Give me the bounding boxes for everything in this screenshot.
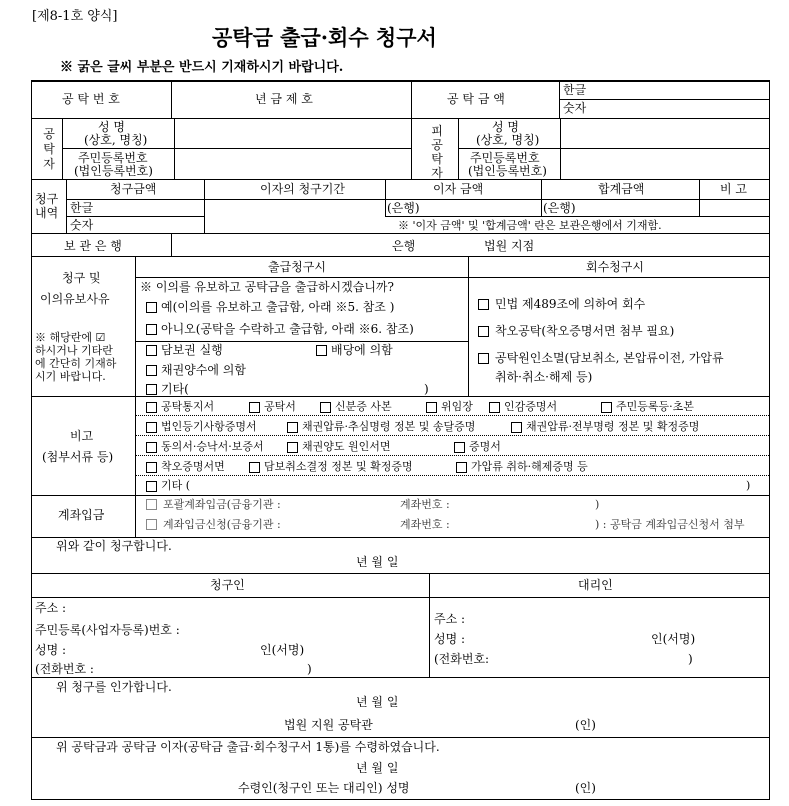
deposit-number-label: 공 탁 번 호 [62, 92, 120, 106]
claimant-rrn-label: 주민등록(사업자등록)번호 : [35, 623, 180, 637]
custodian-court-branch: 법원 지점 [484, 239, 535, 253]
cause-extinct-label-2: 취하·취소·해제 등) [495, 370, 593, 384]
depositor-name-label: 성 명 [98, 120, 125, 134]
recover-header: 회수청구시 [586, 260, 644, 274]
objection-question: ※ 이의를 유보하고 공탁금을 출급하시겠습니까? [140, 280, 394, 294]
assignment-checkbox[interactable] [146, 365, 157, 376]
account-request-label: 계좌입금신청(금융기관 : [163, 518, 281, 531]
note-header: 비 고 [720, 182, 747, 196]
doc-checkbox[interactable] [287, 422, 298, 433]
security-label: 담보권 실행 [161, 343, 223, 357]
doc-label: 신분증 사본 [335, 400, 392, 413]
interest-amount-header: 이자 금액 [433, 182, 484, 196]
claim-amount-header: 청구금액 [110, 182, 157, 196]
frame-top [31, 80, 770, 82]
doc-checkbox[interactable] [426, 402, 437, 413]
other-reason-checkbox[interactable] [146, 384, 157, 395]
depositor-rrn-label: 주민등록번호 [78, 151, 148, 165]
custodian-bank-label: 보 관 은 행 [64, 239, 122, 253]
lump-account-checkbox[interactable] [146, 499, 157, 510]
reason-note-2: 하시거나 기타란 [35, 344, 113, 357]
doc-label: 위임장 [441, 400, 473, 413]
reason-label-line1: 청구 및 [62, 271, 101, 285]
receipt-statement: 위 공탁금과 공탁금 이자(공탁금 출급·회수청구서 1통)를 수령하였습니다. [56, 740, 440, 754]
other-reason-label: 기타( [161, 382, 189, 396]
doc-checkbox[interactable] [146, 422, 157, 433]
amount-number-label: 숫자 [563, 101, 587, 115]
doc-checkbox[interactable] [146, 402, 157, 413]
doc-checkbox[interactable] [601, 402, 612, 413]
doc-label: 채권압류·추심명령 정본 및 송달증명 [302, 420, 476, 433]
frame-right [769, 80, 770, 800]
depositee-rrn-label: 주민등록번호 [470, 151, 540, 165]
total-amount-header: 합계금액 [598, 182, 645, 196]
doc-label: 동의서·승낙서·보증서 [161, 440, 264, 453]
reason-note-3: 에 간단히 기재하 [35, 357, 117, 370]
doc-checkbox[interactable] [320, 402, 331, 413]
doc-label: 담보취소결정 정본 및 확정증명 [264, 460, 413, 473]
request-date: 년 월 일 [356, 555, 399, 569]
depositee-name-sub: (상호, 명칭) [476, 133, 540, 147]
agent-phone-close: ) [688, 652, 693, 666]
doc-checkbox[interactable] [146, 442, 157, 453]
approval-date: 년 월 일 [356, 695, 399, 709]
depositor-name-sub: (상호, 명칭) [84, 133, 148, 147]
interest-bank-label: (은행) [387, 201, 420, 215]
agent-name-label: 성명 : [434, 632, 466, 646]
claimant-phone-label: (전화번호 : [35, 662, 94, 676]
receipt-date: 년 월 일 [356, 761, 399, 775]
claim-details-label: 청구내역 [35, 192, 59, 220]
doc-label: 주민등록등·초본 [616, 400, 694, 413]
depositee-name-label: 성 명 [492, 120, 519, 134]
claim-number-label: 숫자 [70, 218, 94, 232]
receipt-signer: 수령인(청구인 또는 대리인) 성명 [238, 781, 410, 795]
total-bank-label: (은행) [543, 201, 576, 215]
doc-other-checkbox[interactable] [146, 481, 157, 492]
interest-period-header: 이자의 청구기간 [260, 182, 345, 196]
doc-label: 채권양도 원인서면 [302, 440, 391, 453]
agent-seal[interactable]: 인(서명) [651, 632, 696, 646]
request-statement: 위와 같이 청구합니다. [56, 539, 172, 553]
claimant-phone-close: ) [307, 662, 312, 676]
withdraw-header: 출급청구시 [268, 260, 326, 274]
claim-hangul-label: 한글 [70, 201, 94, 215]
amount-hangul-label: 한글 [563, 83, 587, 97]
doc-label: 법인등기사항증명서 [161, 420, 257, 433]
doc-checkbox[interactable] [287, 442, 298, 453]
reason-note-1: ※ 해당란에 ☑ [35, 331, 106, 344]
doc-label: 공탁통지서 [161, 400, 215, 413]
doc-label: 공탁서 [264, 400, 296, 413]
doc-checkbox[interactable] [454, 442, 465, 453]
mistake-checkbox[interactable] [478, 326, 489, 337]
claimant-name-label: 성명 : [35, 643, 67, 657]
doc-label: 증명서 [469, 440, 501, 453]
assignment-label: 채권양수에 의함 [161, 363, 246, 377]
frame-left [31, 80, 32, 800]
reason-note-4: 시기 바랍니다. [35, 370, 106, 383]
distribution-checkbox[interactable] [316, 345, 327, 356]
frame-bottom [31, 799, 770, 800]
yes-label: 예(이의를 유보하고 출급함, 아래 ※5. 참조 ) [161, 300, 395, 314]
yes-checkbox[interactable] [146, 302, 157, 313]
reason-label-line2: 이의유보사유 [40, 292, 110, 306]
claimant-header: 청구인 [210, 578, 245, 592]
form-number: [제8-1호 양식] [32, 9, 118, 24]
doc-checkbox[interactable] [511, 422, 522, 433]
no-checkbox[interactable] [146, 324, 157, 335]
doc-label: 채권압류·전부명령 정본 및 확정증명 [526, 420, 700, 433]
depositee-label: 피공탁자 [431, 124, 443, 180]
doc-checkbox[interactable] [456, 462, 467, 473]
civil-law-checkbox[interactable] [478, 299, 489, 310]
approval-seal: (인) [575, 718, 596, 732]
account-label: 계좌입금 [58, 508, 105, 522]
account-request-number-label: 계좌번호 : [400, 518, 450, 531]
claimant-seal[interactable]: 인(서명) [260, 643, 305, 657]
approval-court: 법원 지원 공탁관 [284, 718, 373, 732]
mistake-label: 착오공탁(착오증명서면 첨부 필요) [495, 324, 675, 338]
receipt-seal: (인) [575, 781, 596, 795]
doc-label: 착오증명서면 [161, 460, 225, 473]
security-checkbox[interactable] [146, 345, 157, 356]
account-request-checkbox[interactable] [146, 519, 157, 530]
doc-label: 인감증명서 [504, 400, 558, 413]
custodian-bank-suffix: 은행 [392, 239, 416, 253]
agent-phone-label: (전화번호: [434, 652, 490, 666]
deposit-amount-label: 공 탁 금 액 [447, 92, 505, 106]
lump-account-label: 포괄계좌입금(금융기관 : [163, 498, 281, 511]
doc-checkbox[interactable] [489, 402, 500, 413]
doc-other-label: 기타 ( [161, 479, 191, 492]
deposit-year-number[interactable]: 년 금 제 호 [255, 92, 313, 106]
cause-extinct-label: 공탁원인소멸(담보취소, 본압류이전, 가압류 [495, 351, 724, 365]
doc-other-close: ) [746, 479, 751, 492]
depositee-rrn-sub: (법인등록번호) [468, 164, 547, 178]
attach-label-line2: (첨부서류 등) [42, 450, 114, 464]
claimant-address-label: 주소 : [35, 601, 67, 615]
civil-law-label: 민법 제489조에 의하여 회수 [495, 297, 646, 311]
bank-remark: ※ '이자 금액' 및 '합계금액' 란은 보관은행에서 기재함. [398, 219, 662, 232]
page-title: 공탁금 출급·회수 청구서 [212, 25, 437, 50]
doc-checkbox[interactable] [249, 402, 260, 413]
no-label: 아니오(공탁을 수락하고 출급함, 아래 ※6. 참조) [161, 322, 414, 336]
approval-statement: 위 청구를 인가합니다. [56, 680, 172, 694]
notice: ※ 굵은 글씨 부분은 반드시 기재하시기 바랍니다. [60, 60, 344, 75]
agent-header: 대리인 [578, 578, 613, 592]
depositor-label: 공탁자 [43, 127, 55, 171]
agent-address-label: 주소 : [434, 612, 466, 626]
doc-label: 가압류 취하·해제증명 등 [471, 460, 588, 473]
doc-checkbox[interactable] [249, 462, 260, 473]
lump-account-close: ) [595, 498, 600, 511]
cause-extinct-checkbox[interactable] [478, 353, 489, 364]
lump-account-number-label: 계좌번호 : [400, 498, 450, 511]
distribution-label: 배당에 의함 [331, 343, 393, 357]
attach-label-line1: 비고 [70, 429, 94, 443]
doc-checkbox[interactable] [146, 462, 157, 473]
depositor-rrn-sub: (법인등록번호) [74, 164, 153, 178]
account-request-note: ) : 공탁금 계좌입금신청서 첨부 [595, 518, 745, 531]
